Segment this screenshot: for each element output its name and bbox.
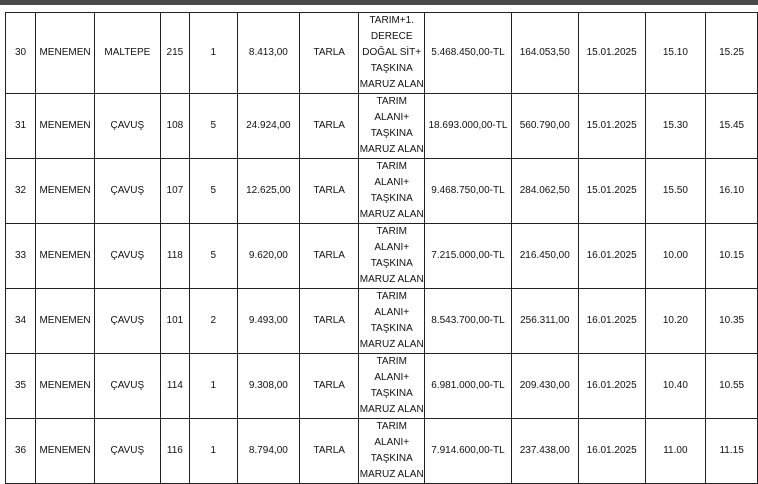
zoning-description-line: ALANI+	[374, 177, 410, 188]
top-border-bar	[0, 0, 758, 5]
block-number-cell: 101	[160, 289, 189, 354]
row-number-cell: 33	[6, 224, 36, 289]
area-cell: 9.620,00	[237, 224, 299, 289]
deposit-cell: 256.311,00	[511, 289, 578, 354]
district-cell: MENEMEN	[36, 94, 95, 159]
start-time-cell: 11.00	[645, 419, 706, 484]
block-number-cell: 114	[160, 354, 189, 419]
zoning-description-cell	[359, 224, 425, 289]
auction-date-cell: 15.01.2025	[578, 159, 645, 224]
zoning-description-line: ALANI+	[374, 437, 410, 448]
zoning-description-line: TAŞKINA	[370, 258, 413, 269]
zoning-description-cell	[359, 354, 425, 419]
table-row	[6, 419, 758, 484]
land-type-cell: TARLA	[300, 159, 359, 224]
land-type-cell: TARLA	[300, 224, 359, 289]
zoning-description-line: ALANI+	[374, 112, 410, 123]
zoning-description-line: MARUZ ALAN	[359, 274, 424, 285]
zoning-description-line: MARUZ ALAN	[359, 469, 424, 480]
auction-date-cell: 16.01.2025	[578, 354, 645, 419]
estimated-price-cell: 18.693.000,00-TL	[425, 94, 512, 159]
area-cell: 9.493,00	[237, 289, 299, 354]
table-row	[6, 354, 758, 419]
district-cell: MENEMEN	[36, 159, 95, 224]
zoning-description-line: TAŞKINA	[370, 388, 413, 399]
start-time-cell: 15.50	[645, 159, 706, 224]
estimated-price-cell: 7.215.000,00-TL	[425, 224, 512, 289]
land-type-cell: TARLA	[300, 289, 359, 354]
parcel-number-cell: 5	[190, 94, 238, 159]
start-time-cell: 10.20	[645, 289, 706, 354]
table-row	[6, 224, 758, 289]
block-number-cell: 107	[160, 159, 189, 224]
parcel-number-cell: 5	[190, 224, 238, 289]
table-row	[6, 13, 758, 94]
zoning-description-line: MARUZ ALAN	[359, 79, 424, 90]
neighborhood-cell: ÇAVUŞ	[94, 94, 160, 159]
deposit-cell: 164.053,50	[511, 13, 578, 94]
end-time-cell: 10.15	[706, 224, 758, 289]
end-time-cell: 10.55	[706, 354, 758, 419]
neighborhood-cell: ÇAVUŞ	[94, 159, 160, 224]
deposit-cell: 209.430,00	[511, 354, 578, 419]
end-time-cell: 11.15	[706, 419, 758, 484]
block-number-cell: 118	[160, 224, 189, 289]
start-time-cell: 15.10	[645, 13, 706, 94]
neighborhood-cell: MALTEPE	[94, 13, 160, 94]
zoning-description-line: TAŞKINA	[370, 193, 413, 204]
zoning-description-line: MARUZ ALAN	[359, 339, 424, 350]
auction-date-cell: 16.01.2025	[578, 289, 645, 354]
district-cell: MENEMEN	[36, 419, 95, 484]
estimated-price-cell: 5.468.450,00-TL	[425, 13, 512, 94]
end-time-cell: 10.35	[706, 289, 758, 354]
zoning-description-line: MARUZ ALAN	[359, 209, 424, 220]
end-time-cell: 15.45	[706, 94, 758, 159]
zoning-description-line: TARIM+1.	[369, 15, 414, 26]
area-cell: 9.308,00	[237, 354, 299, 419]
parcel-number-cell: 1	[190, 13, 238, 94]
deposit-cell: 237.438,00	[511, 419, 578, 484]
zoning-description-line: TARIM	[376, 226, 407, 237]
row-number-cell: 30	[6, 13, 36, 94]
block-number-cell: 116	[160, 419, 189, 484]
zoning-description-line: TAŞKINA	[370, 453, 413, 464]
land-type-cell: TARLA	[300, 13, 359, 94]
district-cell: MENEMEN	[36, 13, 95, 94]
land-type-cell: TARLA	[300, 419, 359, 484]
row-number-cell: 34	[6, 289, 36, 354]
zoning-description-line: TARIM	[376, 96, 407, 107]
zoning-description-line: MARUZ ALAN	[359, 144, 424, 155]
deposit-cell: 284.062,50	[511, 159, 578, 224]
zoning-description-line: DERECE	[370, 31, 413, 42]
zoning-description-line: TARIM	[376, 291, 407, 302]
zoning-description-line: MARUZ ALAN	[359, 404, 424, 415]
neighborhood-cell: ÇAVUŞ	[94, 419, 160, 484]
area-cell: 12.625,00	[237, 159, 299, 224]
auction-date-cell: 16.01.2025	[578, 224, 645, 289]
row-number-cell: 32	[6, 159, 36, 224]
estimated-price-cell: 6.981.000,00-TL	[425, 354, 512, 419]
start-time-cell: 15.30	[645, 94, 706, 159]
zoning-description-line: TARIM	[376, 356, 407, 367]
area-cell: 24.924,00	[237, 94, 299, 159]
zoning-description-line: TAŞKINA	[370, 128, 413, 139]
parcel-number-cell: 1	[190, 419, 238, 484]
table-row	[6, 289, 758, 354]
parcel-number-cell: 1	[190, 354, 238, 419]
block-number-cell: 215	[160, 13, 189, 94]
auction-date-cell: 15.01.2025	[578, 13, 645, 94]
table-row	[6, 159, 758, 224]
end-time-cell: 16.10	[706, 159, 758, 224]
estimated-price-cell: 9.468.750,00-TL	[425, 159, 512, 224]
area-cell: 8.413,00	[237, 13, 299, 94]
estimated-price-cell: 7.914.600,00-TL	[425, 419, 512, 484]
block-number-cell: 108	[160, 94, 189, 159]
auction-parcel-table	[5, 12, 758, 484]
row-number-cell: 36	[6, 419, 36, 484]
zoning-description-line: ALANI+	[374, 372, 410, 383]
area-cell: 8.794,00	[237, 419, 299, 484]
start-time-cell: 10.40	[645, 354, 706, 419]
neighborhood-cell: ÇAVUŞ	[94, 354, 160, 419]
start-time-cell: 10.00	[645, 224, 706, 289]
zoning-description-cell	[359, 94, 425, 159]
zoning-description-cell	[359, 289, 425, 354]
neighborhood-cell: ÇAVUŞ	[94, 224, 160, 289]
zoning-description-cell	[359, 159, 425, 224]
zoning-description-line: TARIM	[376, 161, 407, 172]
neighborhood-cell: ÇAVUŞ	[94, 289, 160, 354]
zoning-description-line: TARIM	[376, 421, 407, 432]
auction-date-cell: 16.01.2025	[578, 419, 645, 484]
row-number-cell: 35	[6, 354, 36, 419]
auction-date-cell: 15.01.2025	[578, 94, 645, 159]
land-type-cell: TARLA	[300, 94, 359, 159]
zoning-description-line: TAŞKINA	[370, 323, 413, 334]
zoning-description-line: ALANI+	[374, 307, 410, 318]
parcel-number-cell: 5	[190, 159, 238, 224]
zoning-description-line: TAŞKINA	[370, 63, 413, 74]
table-body	[6, 13, 758, 484]
parcel-number-cell: 2	[190, 289, 238, 354]
deposit-cell: 216.450,00	[511, 224, 578, 289]
deposit-cell: 560.790,00	[511, 94, 578, 159]
table-row	[6, 94, 758, 159]
zoning-description-line: ALANI+	[374, 242, 410, 253]
row-number-cell: 31	[6, 94, 36, 159]
end-time-cell: 15.25	[706, 13, 758, 94]
land-type-cell: TARLA	[300, 354, 359, 419]
estimated-price-cell: 8.543.700,00-TL	[425, 289, 512, 354]
district-cell: MENEMEN	[36, 289, 95, 354]
zoning-description-line: DOĞAL SİT+	[362, 47, 422, 58]
zoning-description-cell	[359, 419, 425, 484]
district-cell: MENEMEN	[36, 354, 95, 419]
zoning-description-cell	[359, 13, 425, 94]
district-cell: MENEMEN	[36, 224, 95, 289]
